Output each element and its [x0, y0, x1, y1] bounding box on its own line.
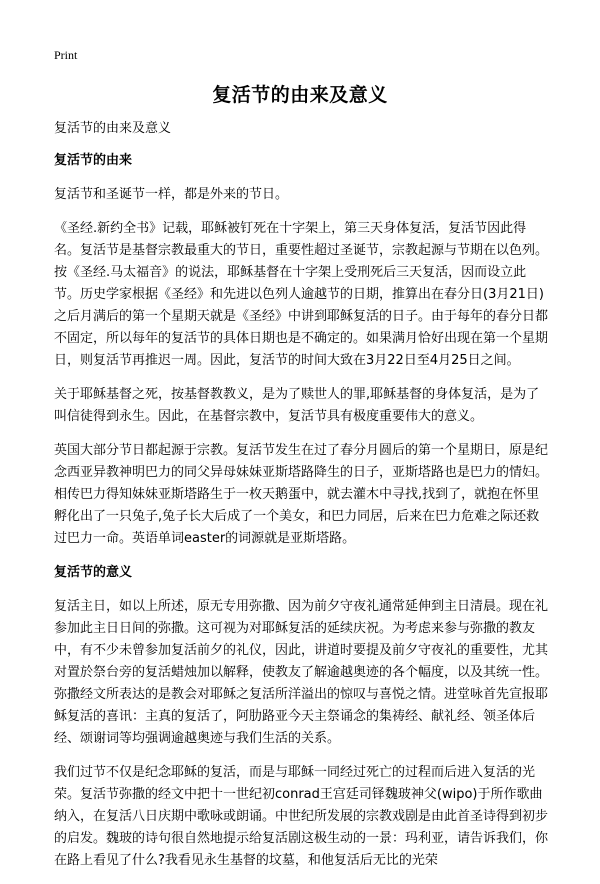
paragraph: 复活主日，如以上所述，原无专用弥撒、因为前夕守夜礼通常延伸到主日清晨。现在礼参加此主日日间的弥撒。这可视为对耶稣复活的延续庆祝。为考虑来参与弥撒的教友中，有不少未曾参加复活前夕的礼仪，因此，讲道时要提及前夕守夜礼的重要性，尤其对置於祭台旁的复活蜡烛加以解释，使教友了解逾越奥迹的各个幅度，以及其统一性。弥撒经文所表达的是教会对耶稣之复活所洋溢出的惊叹与喜悦之情。进堂咏首先宣报耶稣复活的喜讯：主真的复活了，阿肋路亚今天主祭诵念的集祷经、献礼经、领圣体后经、颂谢词等均强调逾越奥迹与我们生活的关系。: [54, 599, 549, 746]
article-subtitle: 复活节的由来及意义: [54, 121, 172, 136]
section-heading-meaning: 复活节的意义: [54, 565, 133, 580]
paragraph: 关于耶稣基督之死，按基督教教义，是为了赎世人的罪,耶稣基督的身体复活，是为了叫信徒得到永生。因此，在基督宗教中，复活节具有极度重要伟大的意义。: [54, 387, 540, 424]
paragraph: 我们过节不仅是纪念耶稣的复活，而是与耶稣一同经过死亡的过程而后进入复活的光荣。复活节弥撒的经文中把十一世纪初conrad王宫廷司铎魏玻神父(wipo)于所作歌曲纳入，在复活八日庆期中歌咏或朗诵。中世纪所发展的宗教戏剧是由此首圣诗得到初步的启发。魏玻的诗句很自然地提示给复活剧这极生动的一景：玛利亚，请告诉我们，你在路上看见了什么?我看见永生基督的坟墓，和他复活后无比的光荣: [54, 765, 549, 868]
article-body: [54, 118, 550, 884]
page-title: 复活节的由来及意义: [212, 84, 388, 106]
paragraph: 复活节和圣诞节一样，都是外来的节日。: [54, 187, 289, 202]
paragraph: 《圣经.新约全书》记载，耶稣被钉死在十字架上，第三天身体复活，复活节因此得名。复活节是基督宗教最重大的节日，重要性超过圣诞节，宗教起源与节期在以色列。按《圣经.马太福音》的说法，耶稣基督在十字架上受刑死后三天复活，因而设立此节。历史学家根据《圣经》和先进以色列人逾越节的日期，推算出在春分日(3月21日)之后月满后的第一个星期天就是《圣经》中讲到耶稣复活的日子。由于每年的春分日都不固定，所以每年的复活节的具体日期也是不确定的。如果满月恰好出现在第一个星期日，则复活节再推迟一周。因此，复活节的时间大致在3月22日至4月25日之间。: [54, 221, 549, 368]
print-link[interactable]: Print: [54, 48, 78, 62]
paragraph: 英国大部分节日都起源于宗教。复活节发生在过了春分月圆后的第一个星期日，原是纪念西亚异教神明巴力的同父异母妹妹亚斯塔路降生的日子，亚斯塔路也是巴力的情妇。相传巴力得知妹妹亚斯塔路生于一枚天鹅蛋中，就去灌木中寻找,找到了，就抱在怀里孵化出了一只兔子,兔子长大后成了一个美女，和巴力同居，后来在巴力危难之际还救过巴力一命。英语单词easter的词源就是亚斯塔路。: [54, 443, 549, 546]
section-heading-origin: 复活节的由来: [54, 153, 133, 168]
